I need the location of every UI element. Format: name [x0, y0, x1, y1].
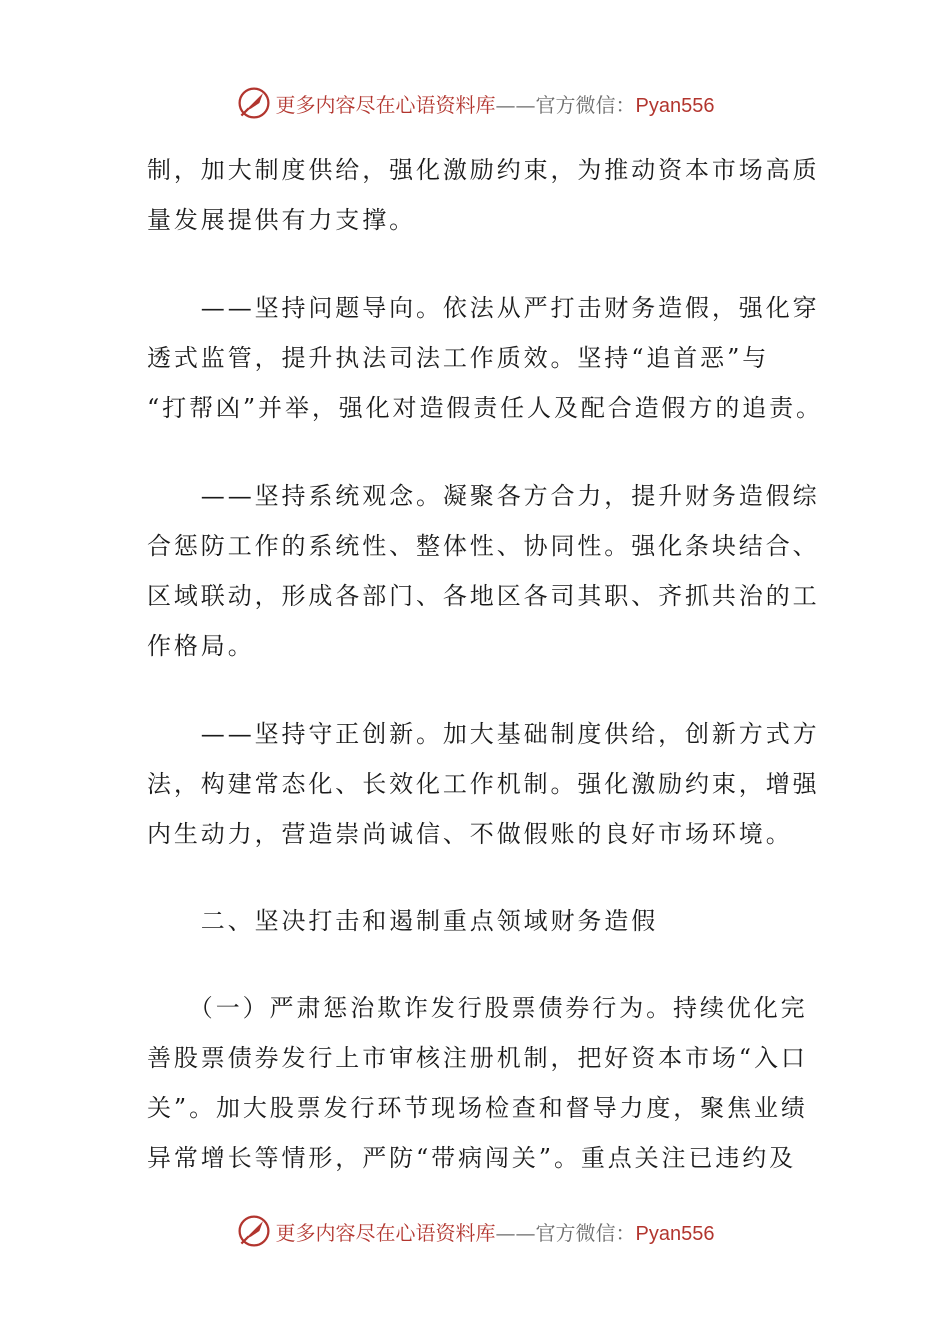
document-body — [147, 145, 823, 1183]
wechat-id: Pyan556 — [635, 94, 715, 117]
wechat-label: 官方微信： — [535, 1220, 636, 1245]
header-banner — [0, 83, 950, 123]
banner-title: 更多内容尽在心语资料库 — [275, 1220, 496, 1245]
banner-text — [276, 89, 715, 118]
text-line: 异常增长等情形，严防“带病闯关”。重点关注已违约及 — [147, 1144, 797, 1172]
quill-logo-icon — [236, 1213, 272, 1249]
text-line: 区域联动，形成各部门、各地区各司其职、齐抓共治的工 — [147, 582, 820, 610]
text-line: ——坚持守正创新。加大基础制度供给，创新方式方 — [147, 720, 820, 748]
text-line: 法，构建常态化、长效化工作机制。强化激励约束，增强 — [147, 770, 820, 798]
text-line: 内生动力，营造崇尚诚信、不做假账的良好市场环境。 — [147, 820, 793, 848]
text-line: 善股票债券发行上市审核注册机制，把好资本市场“入口 — [147, 1044, 808, 1072]
text-line: 制，加大制度供给，强化激励约束，为推动资本市场高质 — [147, 156, 820, 184]
paragraph — [147, 471, 820, 671]
section-heading — [147, 896, 797, 946]
banner-text — [276, 1217, 715, 1246]
banner-dash: —— — [495, 92, 536, 117]
banner-title: 更多内容尽在心语资料库 — [275, 92, 496, 117]
text-line: 关”。加大股票发行环节现场检查和督导力度，聚焦业绩 — [147, 1094, 808, 1122]
paragraph — [147, 283, 823, 433]
wechat-id: Pyan556 — [635, 1222, 715, 1245]
wechat-label: 官方微信： — [535, 92, 636, 117]
text-line: ——坚持系统观念。凝聚各方合力，提升财务造假综 — [147, 482, 820, 510]
heading-line: 二、坚决打击和遏制重点领域财务造假 — [147, 907, 659, 935]
paragraph — [147, 983, 808, 1183]
text-line: “打帮凶”并举，强化对造假责任人及配合造假方的追责。 — [147, 394, 823, 422]
text-line: ——坚持问题导向。依法从严打击财务造假，强化穿 — [147, 294, 820, 322]
paragraph — [147, 145, 820, 245]
text-line: 合惩防工作的系统性、整体性、协同性。强化条块结合、 — [147, 532, 820, 560]
paragraph — [147, 709, 820, 859]
text-line: 量发展提供有力支撑。 — [147, 206, 416, 234]
text-line: 作格局。 — [147, 632, 255, 660]
text-line: （一）严肃惩治欺诈发行股票债券行为。持续优化完 — [147, 994, 808, 1022]
banner-dash: —— — [495, 1220, 536, 1245]
footer-banner — [0, 1211, 950, 1251]
text-line: 透式监管，提升执法司法工作质效。坚持“追首恶”与 — [147, 344, 770, 372]
quill-logo-icon — [236, 85, 272, 121]
